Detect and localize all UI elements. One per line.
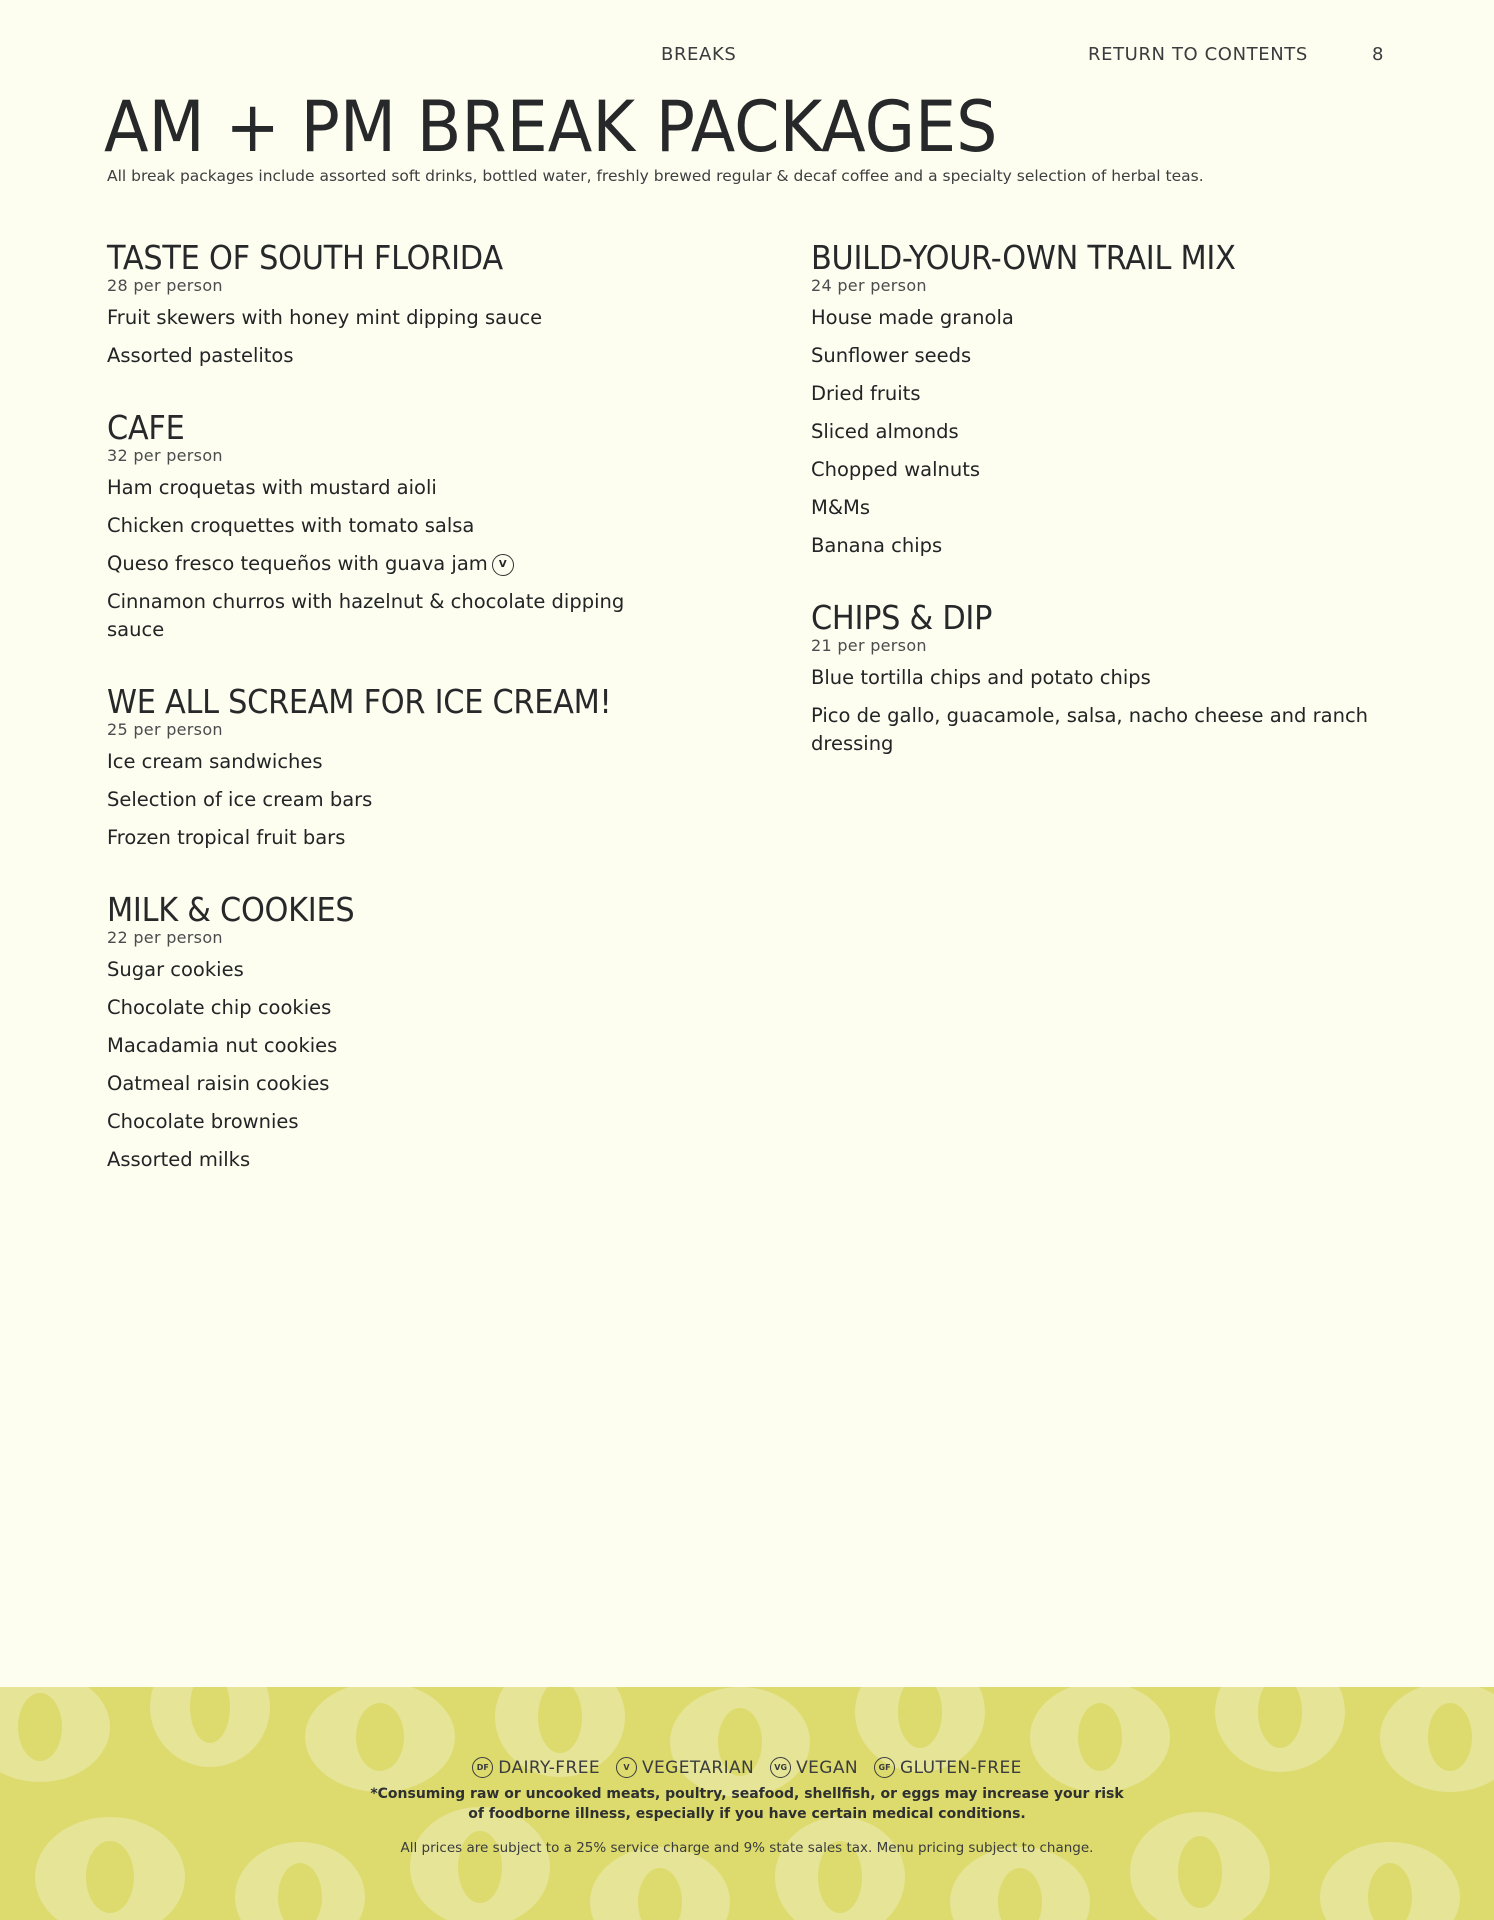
list-item: Ice cream sandwiches [107, 750, 323, 773]
list-item: Banana chips [811, 534, 943, 557]
package-taste-of-south-florida [107, 238, 667, 370]
package-price: 24 per person [811, 276, 927, 295]
food-safety-warning [0, 1784, 1494, 1824]
list-item: Fruit skewers with honey mint dipping sauce [107, 306, 543, 329]
gluten-free-icon: GF [874, 1757, 895, 1778]
section-name: BREAKS [661, 44, 737, 65]
intro-text: All break packages include assorted soft drinks, bottled water, freshly brewed regular & decaf coffee and a specialty selection of herbal teas. [107, 167, 1204, 185]
pricing-note: All prices are subject to a 25% service charge and 9% state sales tax. Menu pricing subject to change. [400, 1840, 1094, 1856]
list-item: Sliced almonds [811, 420, 959, 443]
package-title: CAFE [107, 408, 185, 447]
warning-line-1: *Consuming raw or uncooked meats, poultry, seafood, shellfish, or eggs may increase your risk [370, 1786, 1124, 1802]
list-item: Chicken croquettes with tomato salsa [107, 514, 475, 537]
legend-vegetarian [616, 1757, 754, 1778]
dietary-legend [0, 1757, 1494, 1778]
list-item-text: Queso fresco tequeños with guava jam [107, 552, 488, 575]
package-title: CHIPS & DIP [811, 598, 993, 637]
package-chips-and-dip [811, 598, 1411, 758]
dairy-free-icon: DF [472, 1757, 493, 1778]
list-item: Sunflower seeds [811, 344, 972, 367]
list-item: M&Ms [811, 496, 871, 519]
package-milk-and-cookies [107, 890, 667, 1174]
legend-label: GLUTEN-FREE [900, 1757, 1022, 1778]
package-items [107, 956, 667, 1174]
package-title: MILK & COOKIES [107, 890, 355, 929]
footer-content [0, 1757, 1494, 1856]
list-item: Dried fruits [811, 382, 921, 405]
warning-line-2: of foodborne illness, especially if you have certain medical conditions. [468, 1806, 1026, 1822]
list-item: Selection of ice cream bars [107, 788, 373, 811]
page-number: 8 [1372, 44, 1385, 65]
legend-label: VEGAN [796, 1757, 859, 1778]
vegetarian-icon: V [616, 1757, 637, 1778]
package-price: 28 per person [107, 276, 223, 295]
package-title: BUILD-YOUR-OWN TRAIL MIX [811, 238, 1236, 277]
left-column [107, 238, 667, 1212]
list-item: Ham croquetas with mustard aioli [107, 476, 437, 499]
list-item: Pico de gallo, guacamole, salsa, nacho cheese and ranch dressing [811, 704, 1369, 755]
right-column [811, 238, 1411, 796]
legend-label: VEGETARIAN [641, 1757, 755, 1778]
vegan-icon: VG [770, 1757, 791, 1778]
list-item: Frozen tropical fruit bars [107, 826, 346, 849]
package-items [107, 304, 667, 370]
legend-label: DAIRY-FREE [498, 1757, 600, 1778]
list-item: Chocolate chip cookies [107, 996, 332, 1019]
list-item: Macadamia nut cookies [107, 1034, 338, 1057]
page-title: AM + PM BREAK PACKAGES [104, 86, 998, 168]
vegetarian-icon: V [492, 554, 514, 576]
list-item [107, 550, 667, 578]
package-trail-mix [811, 238, 1411, 560]
package-price: 32 per person [107, 446, 223, 465]
legend-gluten-free [874, 1757, 1022, 1778]
package-price: 25 per person [107, 720, 223, 739]
top-navigation [0, 44, 1494, 68]
list-item: Chocolate brownies [107, 1110, 299, 1133]
list-item: Sugar cookies [107, 958, 244, 981]
package-price: 21 per person [811, 636, 927, 655]
package-title: TASTE OF SOUTH FLORIDA [107, 238, 503, 277]
list-item: Assorted milks [107, 1148, 251, 1171]
package-items [107, 474, 667, 644]
footer [0, 1687, 1494, 1920]
legend-vegan [770, 1757, 858, 1778]
package-items [811, 664, 1411, 758]
package-ice-cream [107, 682, 667, 852]
package-title: WE ALL SCREAM FOR ICE CREAM! [107, 682, 612, 721]
list-item: Chopped walnuts [811, 458, 981, 481]
package-items [107, 748, 667, 852]
package-price: 22 per person [107, 928, 223, 947]
legend-dairy-free [472, 1757, 600, 1778]
list-item: Blue tortilla chips and potato chips [811, 666, 1151, 689]
list-item: Cinnamon churros with hazelnut & chocolate dipping sauce [107, 590, 625, 641]
list-item: Assorted pastelitos [107, 344, 294, 367]
package-cafe [107, 408, 667, 644]
return-to-contents-link[interactable]: RETURN TO CONTENTS [1088, 44, 1308, 65]
package-items [811, 304, 1411, 560]
list-item: House made granola [811, 306, 1014, 329]
list-item: Oatmeal raisin cookies [107, 1072, 330, 1095]
